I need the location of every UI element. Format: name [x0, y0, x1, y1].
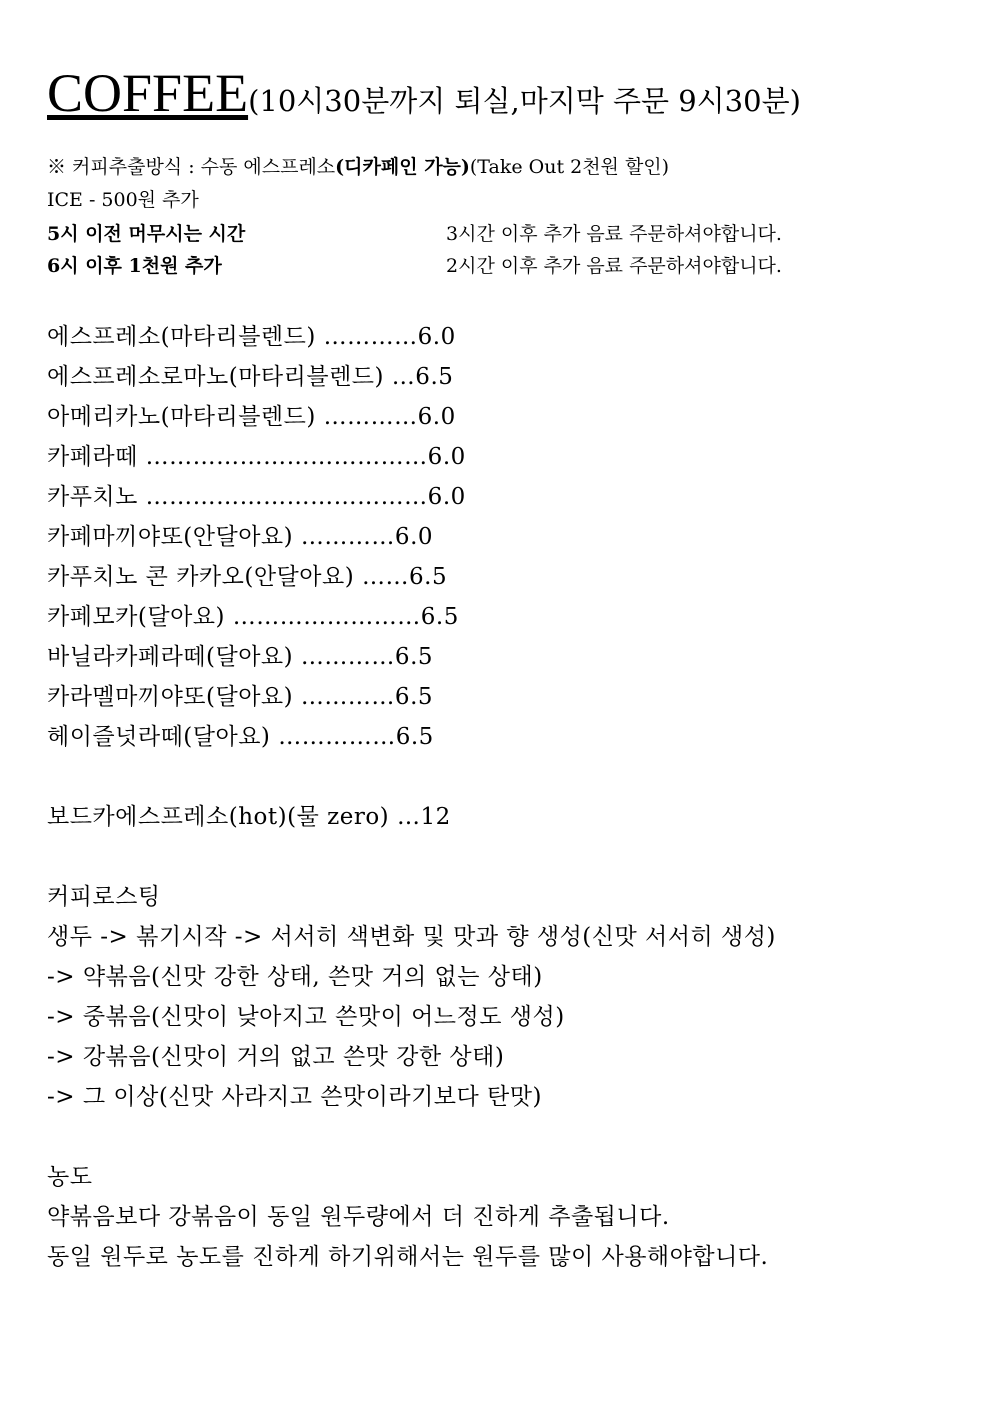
method-decaf: (디카페인 가능) [335, 156, 470, 178]
ice-note: ICE - 500원 추가 [47, 189, 199, 211]
menu-item: 헤이즐넛라떼(달아요) ……………6.5 [47, 724, 434, 750]
menu-item: 카페모카(달아요) ……………………6.5 [47, 604, 459, 630]
roasting-heading: 커피로스팅 [47, 884, 161, 910]
rule-left-1: 5시 이전 머무시는 시간 [47, 223, 246, 245]
menu-item: 에스프레소로마노(마타리블렌드) …6.5 [47, 364, 454, 390]
rule-right-1: 3시간 이후 추가 음료 주문하셔야합니다. [446, 223, 782, 245]
menu-item: 카페마끼야또(안달아요) …………6.0 [47, 524, 434, 550]
page-title [47, 62, 801, 124]
menu-item: 카페라떼 ………………………………6.0 [47, 444, 466, 470]
menu-item: 카라멜마끼야또(달아요) …………6.5 [47, 684, 434, 710]
roasting-line: -> 약볶음(신맛 강한 상태, 쓴맛 거의 없는 상태) [47, 964, 543, 990]
roasting-line: 생두 -> 볶기시작 -> 서서히 색변화 및 맛과 향 생성(신맛 서서히 생성) [47, 924, 776, 950]
menu-item: 아메리카노(마타리블렌드) …………6.0 [47, 404, 456, 430]
rule-right-2: 2시간 이후 추가 음료 주문하셔야합니다. [446, 255, 782, 277]
roasting-line: -> 중볶음(신맛이 낮아지고 쓴맛이 어느정도 생성) [47, 1004, 565, 1030]
concentration-line: 약볶음보다 강볶음이 동일 원두량에서 더 진하게 추출됩니다. [47, 1204, 670, 1230]
special-item: 보드카에스프레소(hot)(물 zero) …12 [47, 804, 451, 830]
method-takeout: (Take Out 2천원 할인) [469, 156, 670, 178]
concentration-line: 동일 원두로 농도를 진하게 하기위해서는 원두를 많이 사용해야합니다. [47, 1244, 769, 1270]
roasting-line: -> 그 이상(신맛 사라지고 쓴맛이라기보다 탄맛) [47, 1084, 542, 1110]
concentration-heading: 농도 [47, 1164, 93, 1190]
roasting-line: -> 강볶음(신맛이 거의 없고 쓴맛 강한 상태) [47, 1044, 505, 1070]
title-main: COFFEE [47, 63, 249, 123]
menu-item: 바닐라카페라떼(달아요) …………6.5 [47, 644, 434, 670]
menu-item: 에스프레소(마타리블렌드) …………6.0 [47, 324, 456, 350]
extraction-method-note [47, 152, 669, 179]
menu-item: 카푸치노 콘 카카오(안달아요) ……6.5 [47, 564, 448, 590]
rule-left-2: 6시 이후 1천원 추가 [47, 255, 222, 277]
title-subtitle: (10시30분까지 퇴실,마지막 주문 9시30분) [248, 84, 801, 118]
method-prefix: ※ 커피추출방식 : 수동 에스프레소 [47, 156, 336, 178]
menu-item: 카푸치노 ………………………………6.0 [47, 484, 466, 510]
